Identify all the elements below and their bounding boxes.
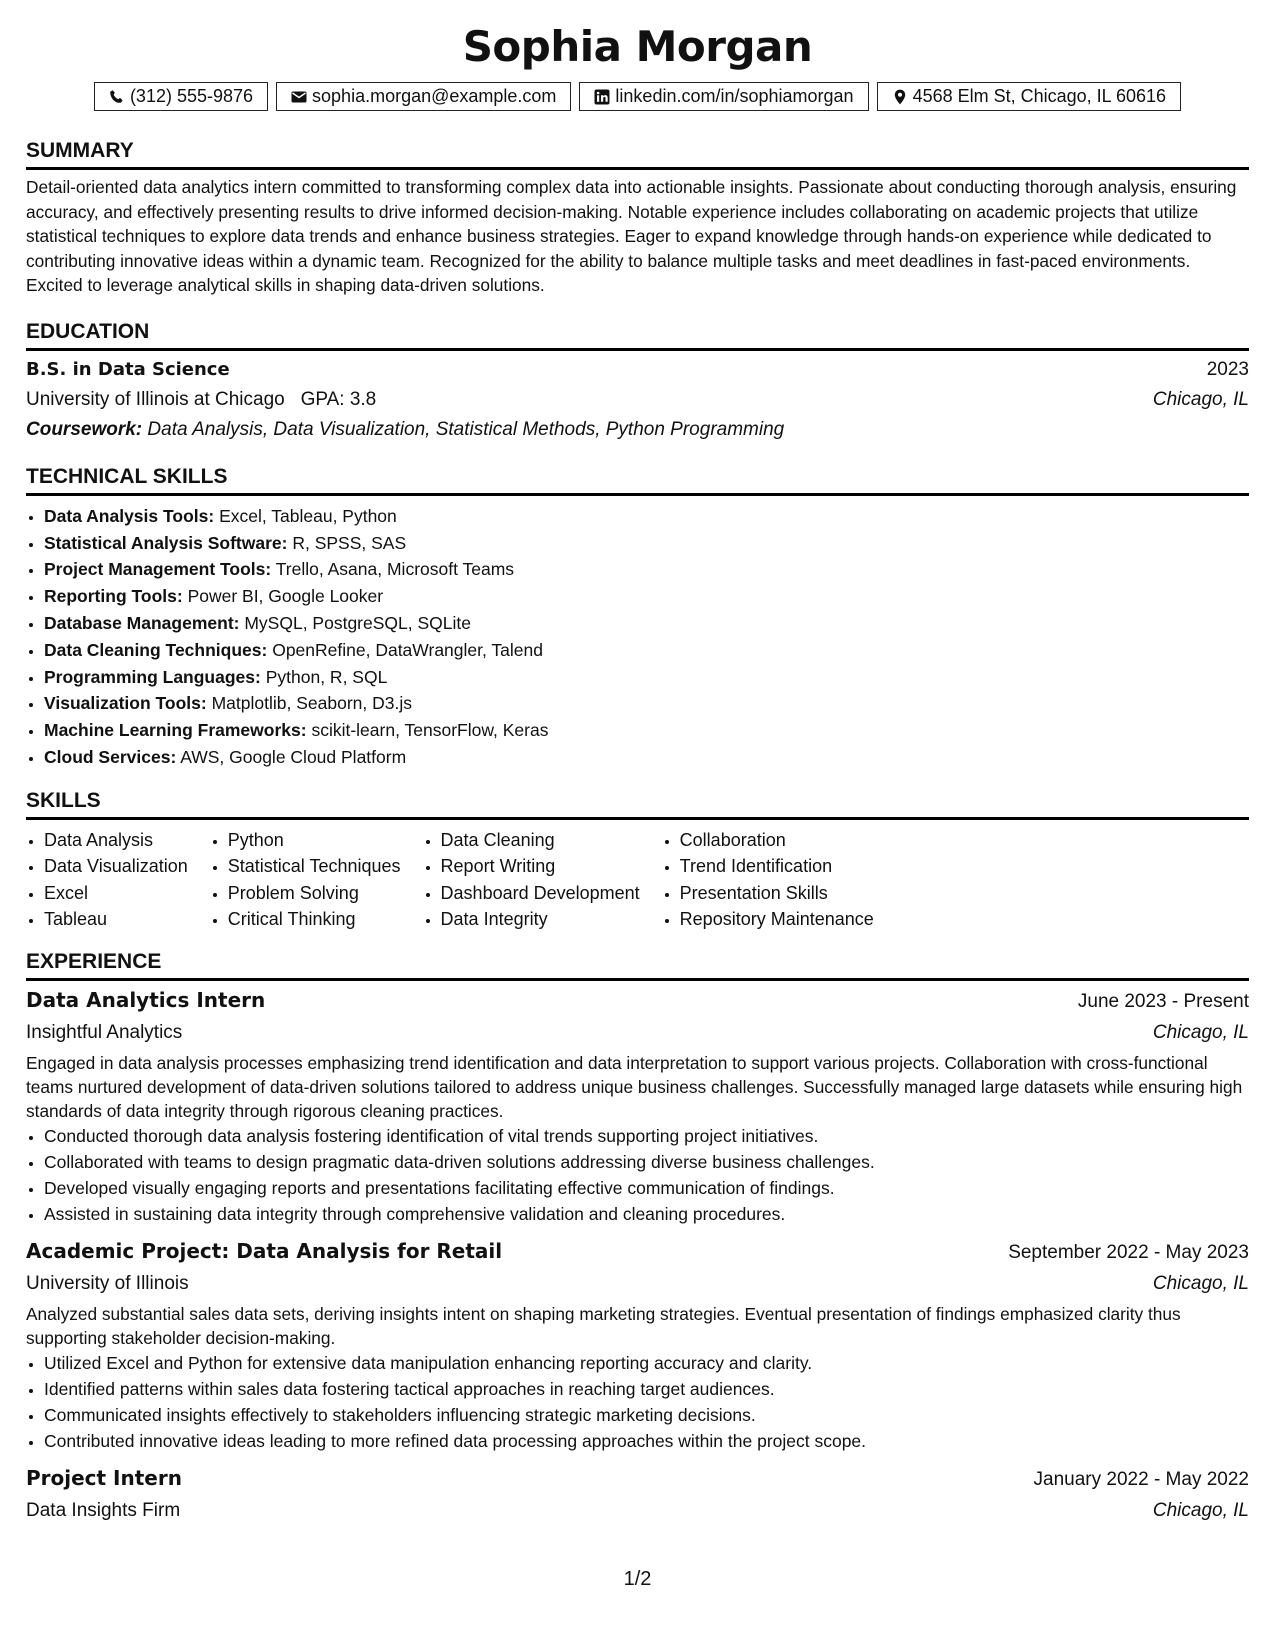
job-location: Chicago, IL — [1152, 1021, 1249, 1043]
section-heading: EDUCATION — [26, 320, 1249, 351]
technical-skill-value: Excel, Tableau, Python — [219, 505, 397, 526]
school-name: University of Illinois at Chicago — [26, 388, 285, 410]
skills-grid — [26, 827, 1249, 933]
job-organization: University of Illinois — [26, 1272, 189, 1294]
skill-item: • Repository Maintenance — [680, 906, 874, 933]
degree: B.S. in Data Science — [26, 358, 230, 380]
job-description: Engaged in data analysis processes emphasizing trend identification and data interpretation to support various projects. Collaboration with cross-functional teams nurtured development of data-driven solutions tailored to address unique business challenges. Successfully managed large datasets while ensuring high standards of data integrity through rigorous cleaning practices. — [26, 1052, 1243, 1121]
skill-item: • Trend Identification — [680, 853, 874, 880]
technical-skill-label: Database Management: — [44, 612, 240, 633]
job-bullet: • Collaborated with teams to design pragmatic data-driven solutions addressing diverse business challenges. — [44, 1149, 1249, 1175]
job-title: Academic Project: Data Analysis for Retail — [26, 1238, 503, 1263]
contact-address-text: 4568 Elm St, Chicago, IL 60616 — [912, 86, 1167, 106]
technical-skill-label: Cloud Services: — [44, 746, 177, 767]
coursework — [26, 415, 1249, 445]
job-bullet: • Utilized Excel and Python for extensive data manipulation enhancing reporting accuracy and clarity. — [44, 1350, 1249, 1376]
skill-item: • Problem Solving — [228, 880, 401, 907]
experience-header — [26, 985, 1249, 1017]
experience-entry — [26, 985, 1249, 1227]
skill-item: • Collaboration — [680, 827, 874, 854]
contact-address[interactable] — [877, 82, 1182, 111]
technical-skill-label: Statistical Analysis Software: — [44, 532, 288, 553]
technical-skill-value: Trello, Asana, Microsoft Teams — [275, 559, 515, 580]
job-organization: Data Insights Firm — [26, 1499, 181, 1521]
technical-skill-item — [44, 530, 1249, 557]
technical-skill-item — [44, 610, 1249, 637]
job-bullet: • Contributed innovative ideas leading to more refined data processing approaches within the project scope. — [44, 1428, 1249, 1454]
candidate-name: Sophia Morgan — [462, 22, 813, 71]
coursework-label: Coursework: — [26, 418, 143, 440]
contact-phone-text: (312) 555-9876 — [129, 86, 254, 106]
linkedin-icon — [594, 89, 610, 105]
skill-item: • Tableau — [44, 906, 188, 933]
skill-item: • Presentation Skills — [680, 880, 874, 907]
contact-linkedin[interactable] — [579, 82, 868, 111]
envelope-icon — [291, 89, 307, 105]
job-title: Data Analytics Intern — [26, 987, 266, 1012]
skill-item: • Excel — [44, 880, 188, 907]
section-heading: SKILLS — [26, 789, 1249, 820]
technical-skill-label: Project Management Tools: — [44, 559, 272, 580]
job-dates: September 2022 - May 2023 — [1008, 1241, 1249, 1263]
contact-bar — [26, 82, 1249, 111]
technical-skill-item — [44, 744, 1249, 771]
technical-skill-value: Power BI, Google Looker — [187, 586, 384, 607]
technical-skill-label: Visualization Tools: — [44, 693, 207, 714]
technical-skill-label: Programming Languages: — [44, 666, 261, 687]
graduation-year: 2023 — [1206, 358, 1249, 380]
contact-email-text: sophia.morgan@example.com — [312, 86, 557, 106]
summary-section — [26, 139, 1249, 298]
job-bullet: • Developed visually engaging reports and presentations facilitating effective communication of findings. — [44, 1175, 1249, 1201]
skills-column — [26, 827, 188, 933]
technical-skill-item — [44, 690, 1249, 717]
map-marker-icon — [892, 89, 908, 105]
technical-skill-value: Python, R, SQL — [265, 666, 388, 687]
experience-subheader — [26, 1017, 1249, 1048]
job-description: Analyzed substantial sales data sets, deriving insights intent on shaping marketing strategies. Eventual presentation of findings emphasized clarity thus supporting stakeholder decision-making. — [26, 1303, 1181, 1348]
job-bullet: • Communicated insights effectively to stakeholders influencing strategic marketing decisions. — [44, 1402, 1249, 1428]
experience-header — [26, 1463, 1249, 1495]
skill-item: • Dashboard Development — [441, 880, 640, 907]
job-organization: Insightful Analytics — [26, 1021, 183, 1043]
job-dates: June 2023 - Present — [1077, 990, 1249, 1012]
skills-column — [423, 827, 640, 933]
technical-skill-item — [44, 556, 1249, 583]
job-bullet: • Assisted in sustaining data integrity through comprehensive validation and cleaning procedures. — [44, 1201, 1249, 1227]
skill-item: • Data Analysis — [44, 827, 188, 854]
technical-skill-label: Reporting Tools: — [44, 586, 183, 607]
skill-item: • Python — [228, 827, 401, 854]
technical-skill-item — [44, 637, 1249, 664]
contact-phone[interactable] — [94, 82, 268, 111]
experience-section — [26, 950, 1249, 1526]
job-dates: January 2022 - May 2022 — [1033, 1468, 1249, 1490]
phone-icon — [109, 89, 125, 105]
technical-skill-value: AWS, Google Cloud Platform — [180, 746, 407, 767]
experience-subheader — [26, 1495, 1249, 1526]
school-location: Chicago, IL — [1152, 388, 1249, 410]
skills-column — [662, 827, 874, 933]
job-title: Project Intern — [26, 1465, 182, 1490]
experience-entry — [26, 1236, 1249, 1454]
job-bullets — [26, 1123, 1249, 1227]
education-section — [26, 320, 1249, 445]
skill-item: • Report Writing — [441, 853, 640, 880]
technical-skill-label: Data Analysis Tools: — [44, 505, 215, 526]
technical-skill-item — [44, 503, 1249, 530]
skills-section — [26, 789, 1249, 933]
section-heading: TECHNICAL SKILLS — [26, 465, 1249, 496]
skill-item: • Data Visualization — [44, 853, 188, 880]
technical-skill-item — [44, 717, 1249, 744]
job-bullets — [26, 1350, 1249, 1454]
skill-item: • Statistical Techniques — [228, 853, 401, 880]
technical-skill-label: Machine Learning Frameworks: — [44, 720, 307, 741]
page-number: 1/2 — [623, 1568, 652, 1590]
technical-skill-item — [44, 583, 1249, 610]
experience-subheader — [26, 1268, 1249, 1299]
technical-skill-value: MySQL, PostgreSQL, SQLite — [244, 612, 471, 633]
technical-skills-section — [26, 465, 1249, 771]
experience-entry — [26, 1463, 1249, 1526]
skill-item: • Data Cleaning — [441, 827, 640, 854]
technical-skill-value: OpenRefine, DataWrangler, Talend — [272, 639, 543, 660]
technical-skill-label: Data Cleaning Techniques: — [44, 639, 268, 660]
technical-skill-value: R, SPSS, SAS — [292, 532, 407, 553]
contact-email[interactable] — [276, 82, 571, 111]
technical-skill-item — [44, 664, 1249, 691]
section-heading: SUMMARY — [26, 139, 1249, 170]
experience-list — [26, 985, 1249, 1526]
job-location: Chicago, IL — [1152, 1499, 1249, 1521]
technical-skill-value: scikit-learn, TensorFlow, Keras — [311, 720, 549, 741]
gpa: GPA: 3.8 — [300, 388, 377, 410]
technical-skill-value: Matplotlib, Seaborn, D3.js — [211, 693, 412, 714]
job-bullet: • Identified patterns within sales data fostering tactical approaches in reaching target audiences. — [44, 1376, 1249, 1402]
job-location: Chicago, IL — [1152, 1272, 1249, 1294]
job-bullet: • Conducted thorough data analysis fostering identification of vital trends supporting project initiatives. — [44, 1123, 1249, 1149]
summary-text: Detail-oriented data analytics intern committed to transforming complex data into actionable insights. Passionate about conducting thorough analysis, ensuring accuracy, and effectively presenting results to drive informed decision-making. Notable experience includes collaborating on academic projects that utilize statistical techniques to explore data trends and enhance business strategies. Eager to expand knowledge through hands-on experience while dedicated to contributing innovative ideas within a dynamic team. Recognized for the ability to balance multiple tasks and meet deadlines in fast-paced environments. Excited to leverage analytical skills in shaping data-driven solutions. — [26, 177, 1237, 296]
experience-header — [26, 1236, 1249, 1268]
coursework-list: Data Analysis, Data Visualization, Statistical Methods, Python Programming — [147, 418, 785, 440]
skill-item: • Data Integrity — [441, 906, 640, 933]
technical-skills-list — [26, 503, 1249, 771]
skill-item: • Critical Thinking — [228, 906, 401, 933]
contact-linkedin-text: linkedin.com/in/sophiamorgan — [615, 86, 854, 106]
section-heading: EXPERIENCE — [26, 950, 1249, 981]
skills-column — [210, 827, 401, 933]
